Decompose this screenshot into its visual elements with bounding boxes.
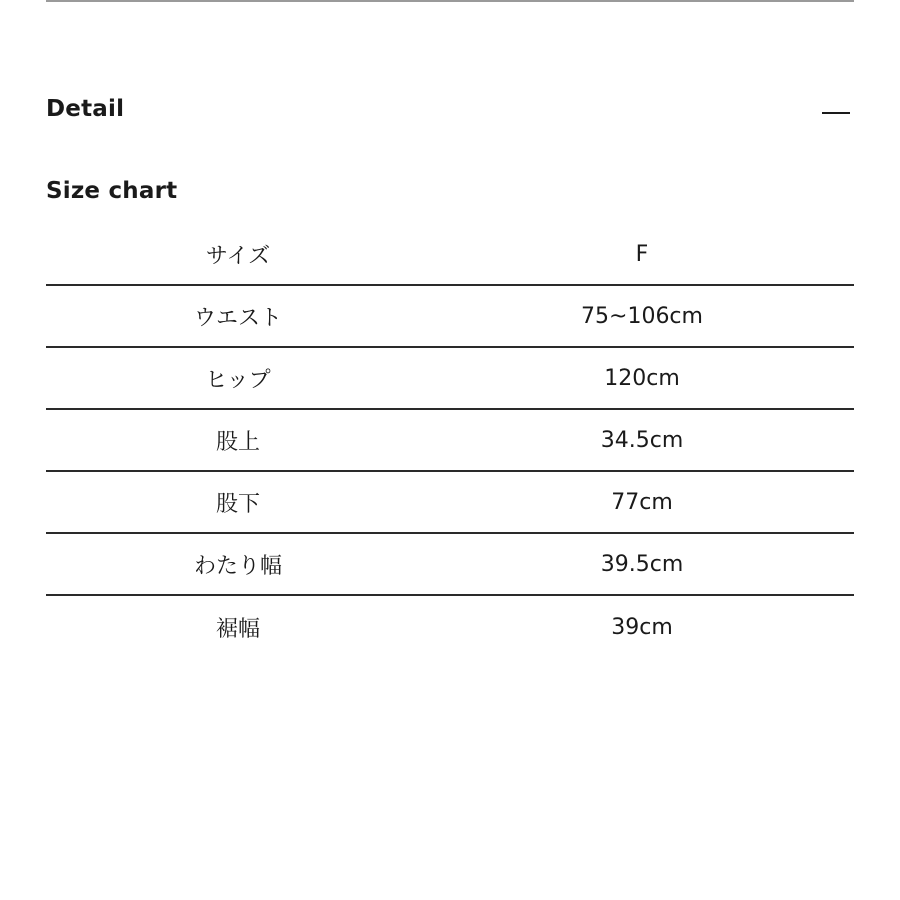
table-row [46, 410, 854, 472]
size-header-label: サイズ [205, 243, 271, 269]
row-label: 股上 [215, 429, 260, 455]
row-value: 39cm [611, 614, 673, 640]
table-row [46, 472, 854, 534]
minus-icon[interactable] [822, 112, 850, 114]
row-value: 77cm [611, 489, 673, 515]
table-row [46, 348, 854, 410]
row-label: 裾幅 [215, 616, 260, 642]
table-row [46, 596, 854, 658]
row-value: 75~106cm [581, 303, 703, 329]
row-value: 120cm [604, 365, 680, 391]
size-chart-title: Size chart [46, 178, 178, 204]
table-row [46, 286, 854, 348]
detail-accordion-header[interactable] [46, 92, 854, 132]
row-label: わたり幅 [193, 553, 282, 579]
row-value: 39.5cm [600, 551, 684, 577]
detail-title: Detail [46, 96, 125, 122]
collapse-toggle-button[interactable] [818, 92, 850, 132]
size-chart-table [46, 224, 854, 658]
row-label: ウエスト [193, 305, 282, 331]
row-label: 股下 [215, 491, 260, 517]
row-value: 34.5cm [600, 427, 684, 453]
row-label: ヒップ [205, 367, 271, 393]
size-header-value: F [635, 241, 649, 267]
table-row [46, 534, 854, 596]
table-header-row [46, 224, 854, 286]
top-divider [46, 0, 854, 2]
